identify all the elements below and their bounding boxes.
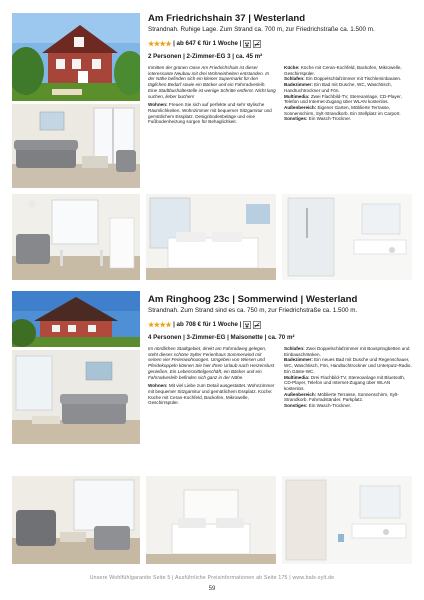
living-room-photo [12,104,140,188]
detail-label: Sonstiges: [284,403,308,409]
rating-row [148,320,412,329]
lounge-photo [12,476,140,564]
listing-subtitle: Strandnah. Zum Strand sind es ca. 750 m, zur Friedrichstraße ca. 1.500 m. [148,307,358,314]
detail-text: Ein Wasch-Trockner. [308,403,352,409]
detail-text: Ein Doppelschlafzimmer mit Tischleminbauten. [305,76,402,82]
detail-text: Drei Flachbild-TV, Stereoanlage mit Bluetooth, CD-Player, Telefon und Internet-Zugang über WLAN kostenlos. [284,374,406,391]
living-label: Wohnen: [148,383,168,389]
detail-label: Sonstiges: [284,116,308,122]
living-text: Freuen Sie sich auf perfekte und sehr stylische Räumlichkeiten. Wohnzimmer mit bequemer Sitzgarnitur und gemütlichem Essplatz. Designbodenbeläge und eine Fußbodenheizung sorgen für Behaglichkeit. [148,102,272,125]
bedroom-photo [146,476,276,564]
detail-label: Multimedia: [284,93,310,99]
house-exterior-photo [12,291,140,347]
detail-item [284,375,412,392]
star-rating: ★★★★ [148,321,172,329]
detail-label: Badezimmer: [284,82,313,88]
detail-text: Möblierte Terrasse, Sonnenschirm, Sylt-Strandkorb. Fahrradständer. Parkplatz. [284,391,399,403]
bedroom-photo [146,194,276,280]
description-right [284,346,412,409]
bathroom-photo [282,194,412,280]
detail-item [284,357,412,374]
no-smoking-icon [253,40,261,48]
detail-label: Schlafen: [284,76,305,82]
living-room-photo [12,350,140,444]
living-label: Wohnen: [148,102,168,108]
detail-item [284,346,412,357]
intro-text: Inmitten der grünen Oase Am Friedrichshain ist dieser interessante Neubau mit drei Wohneinheiten entstanden. In der Nähe befinden sich ein kleiner Supermarkt für den täglichen Bedarf sowie ein Bäcker und ein Fahrradverleih. Eine Stadtbushaltestelle ist wenige Schritte entfernt. Nicht lang suchen, lieber buchen! [148,65,276,99]
detail-label: Küche: [284,65,300,70]
persons-rooms-size: 4 Personen | 3-Zimmer-EG | Maisonette | ca. 70 m² [148,334,295,341]
detail-label: Schlafen: [284,346,305,351]
detail-label: Außenbereich: [284,104,317,110]
listing-info [148,13,412,128]
page-footer: Unsere Wohlfühlgarantie Seite 5 | Ausführliche Preisinformationen ab Seite 175 | www.bals-sylt.de [89,575,335,581]
listing-subtitle: Strandnah. Ruhige Lage. Zum Strand ca. 700 m, zur Friedrichstraße ca. 1.500 m. [148,26,375,33]
persons-rooms-size: 2 Personen | 2-Zimmer-EG 3 | ca. 45 m² [148,53,263,60]
detail-text: Zwei Flachbild-TV, Stereoanlage, CD-Player, Telefon und Internet-Zugang über WLAN kostenlos. [284,93,402,105]
listing-info [148,294,412,409]
detail-item [284,105,412,116]
description-columns [148,65,412,128]
detail-item [284,82,412,93]
detail-item [284,392,412,403]
pets-allowed-icon [243,40,251,48]
detail-label: Badezimmer: [284,357,313,363]
detail-item [284,403,412,409]
price-label: | ab 708 € für 1 Woche | [173,321,242,328]
detail-item [284,94,412,105]
description-left [148,346,276,409]
dining-kitchen-photo [12,194,140,280]
detail-label: Außenbereich: [284,391,317,397]
page-number: 59 [208,586,216,592]
description-right [284,65,412,128]
rating-row [148,39,412,48]
detail-item [284,116,412,122]
detail-text: Zwei Doppelschlafzimmer mit Boxspringbetten und Einbauschränken. [284,346,410,357]
no-smoking-icon [253,321,261,329]
description-columns [148,346,412,409]
description-left [148,65,276,128]
living-text: Mit viel Liebe zum Detail ausgestattet. Wohnzimmer mit bequemer Sitzgarnitur und gemütlichem Essplatz. Küche: Küche mit Ceran-Kochfeld, Backofen, Mikrowelle, Geschirrspüler. [148,383,275,406]
pets-allowed-icon [243,321,251,329]
detail-text: Ein Bad mit Dusche, WC, Waschtisch, Handtuchtrockner und Fön. [284,82,392,93]
detail-text: Ein Wasch-Trockner. [308,116,352,122]
intro-text: Im nördlichen Stadtgebiet, direkt am Fahrradweg gelegen, steht dieses schöne Sylter Ferienhaus Sommerwind mit seinen vier Ferienwohnungen. Umgeben von Wiesen und Pferdekoppeln können Sie hier Ihren Urlaub nach Herzenslust genießen. Ein Lebensmittelgeschäft, ein Bäcker und ein Fahrradverleih befinden sich ganz in der Nähe. [148,346,275,380]
listing-title: Am Friedrichshain 37 | Westerland [148,13,306,24]
price-label: | ab 647 € für 1 Woche | [173,40,242,47]
living-paragraph [148,383,276,406]
bathroom-photo [282,476,412,564]
house-exterior-photo [12,13,140,101]
detail-label: Multimedia: [284,374,310,380]
detail-text: Eigener Garten, Möblierte Terrasse, Sonnenschirm, Sylt-Strandkorb. Ein Stellplatz im Carport. [284,104,401,116]
detail-text: Ein neues Bad mit Dusche und Regenschauer, WC, Waschtisch, Fön, Handtuchtrockner und Unterputz-Radio. Ein Gäste-WC. [284,357,412,374]
star-rating: ★★★★ [148,40,172,48]
listing-title: Am Ringhoog 23c | Sommerwind | Westerland [148,294,358,305]
detail-item [284,65,412,76]
detail-text: Küche mit Ceran-Kochfeld, Backofen, Mikrowelle, Geschirrspüler. [284,65,402,76]
living-paragraph [148,102,276,125]
